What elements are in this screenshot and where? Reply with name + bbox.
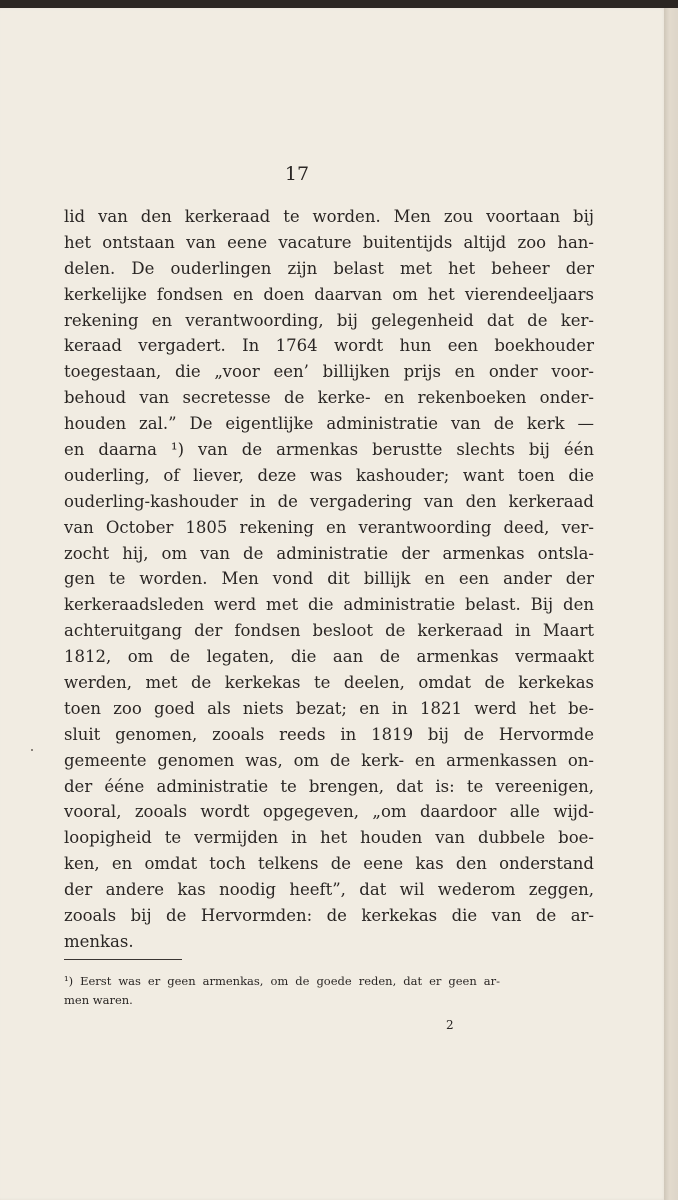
text-line: keraad vergadert. In 1764 wordt hun een boekhouder [64,336,594,356]
text-line: houden zal.” De eigentlijke administratie van de kerk — [64,414,594,434]
text-line: toen zoo goed als niets bezat; en in 1821 werd het be- [64,698,594,718]
text-line: vooral, zooals wordt opgegeven, „om daardoor alle wijd- [64,802,594,822]
footnote-line: men waren. [64,993,133,1007]
text-line: gen te worden. Men vond dit billijk en een ander der [64,569,594,589]
text-line: ouderling-kashouder in de vergadering van den kerkeraad [64,491,594,511]
signature-mark: 2 [446,1018,454,1032]
paper-speck [31,749,33,751]
text-line: der andere kas noodig heeft”, dat wil wederom zeggen, [64,880,594,900]
top-border [0,0,678,8]
text-line: lid van den kerkeraad te worden. Men zou voortaan bij [64,207,594,226]
text-line: het ontstaan van eene vacature buitentijds altijd zoo han- [64,232,594,252]
text-line: behoud van secretesse de kerke- en rekenboeken onder- [64,388,594,408]
page-edge [664,8,678,1200]
text-line: kerkelijke fondsen en doen daarvan om het vierendeeljaars [64,284,594,304]
text-line: loopigheid te vermijden in het houden van dubbele boe- [64,828,594,848]
text-line: ouderling, of liever, deze was kashouder; want toen die [64,465,594,485]
footnote [64,972,500,1010]
footnote-line: ¹) Eerst was er geen armenkas, om de goede reden, dat er geen ar- [64,974,500,988]
text-line: sluit genomen, zooals reeds in 1819 bij de Hervormde [64,724,594,744]
text-line: menkas. [64,931,134,951]
text-line: 1812, om de legaten, die aan de armenkas vermaakt [64,647,594,667]
text-line: toegestaan, die „voor een’ billijken prijs en onder voor- [64,362,594,382]
text-line: van October 1805 rekening en verantwoording deed, ver- [64,517,594,537]
text-line: ken, en omdat toch telkens de eene kas den onderstand [64,854,594,874]
text-line: gemeente genomen was, om de kerk- en armenkassen on- [64,750,594,770]
text-line: rekening en verantwoording, bij gelegenheid dat de ker- [64,310,594,330]
text-line: werden, met de kerkekas te deelen, omdat de kerkekas [64,673,594,693]
text-line: en daarna ¹) van de armenkas berustte slechts bij één [64,440,594,460]
text-line: zooals bij de Hervormden: de kerkekas die van de ar- [64,906,594,926]
text-line: achteruitgang der fondsen besloot de kerkeraad in Maart [64,621,594,641]
text-line: der ééne administratie te brengen, dat is: te vereenigen, [64,776,594,796]
body-text [64,204,594,955]
text-line: zocht hij, om van de administratie der armenkas ontsla- [64,543,594,563]
footnote-rule [64,959,182,960]
text-line: kerkeraadsleden werd met die administratie belast. Bij den [64,595,594,615]
page-number: 17 [284,163,310,185]
text-line: delen. De ouderlingen zijn belast met het beheer der [64,258,594,278]
